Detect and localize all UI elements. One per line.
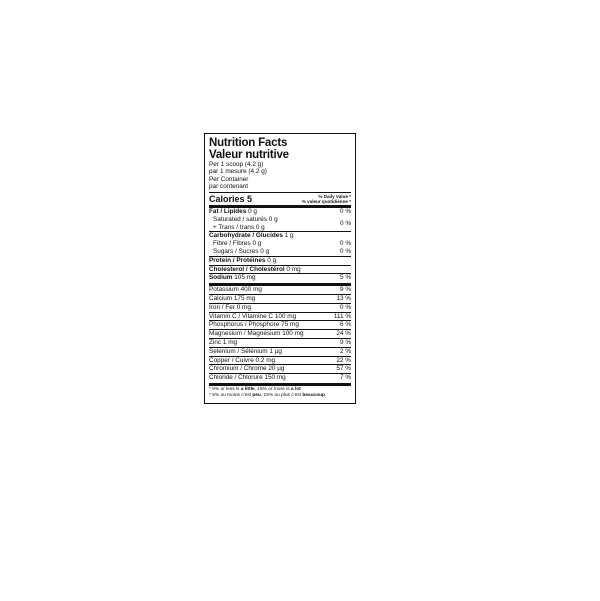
mineral-row (209, 365, 351, 373)
sugars-amount: 0 g (260, 248, 270, 256)
daily-value-french: % valeur quotidienne * (301, 198, 351, 204)
carbohydrate-row (209, 232, 351, 240)
mineral-dv: 111 % (333, 312, 351, 320)
mineral-label: Selenium / Sélénium (209, 347, 268, 355)
mineral-row (209, 304, 351, 312)
mineral-row (209, 330, 351, 338)
mineral-amount: 400 mg (240, 286, 262, 294)
saturated-trans-group (209, 216, 351, 232)
mineral-row (209, 374, 351, 382)
mineral-amount: 175 mg (233, 295, 256, 302)
fibre-dv: 0 % (339, 240, 351, 248)
mineral-label: Potassium (209, 286, 239, 294)
mineral-amount: 75 mg (281, 321, 299, 329)
carbohydrate-label: Carbohydrate / Glucides (209, 232, 283, 240)
mineral-dv: 2 % (339, 347, 351, 355)
mineral-dv: 7 % (339, 374, 351, 382)
mineral-dv: 6 % (339, 321, 351, 329)
fat-row (209, 208, 351, 216)
mineral-amount: 1 mg (222, 338, 238, 346)
mineral-dv: 22 % (336, 356, 351, 364)
saturated-label: Saturated / saturés (213, 215, 267, 223)
calories (209, 194, 252, 204)
daily-value-english: % Daily Value * (318, 193, 351, 199)
trans-label: + Trans / trans (213, 223, 255, 231)
mineral-label: Calcium (209, 295, 233, 302)
mineral-row (209, 348, 351, 356)
footnote-french: * 5% ou moins c'est peu, 15% ou plus c'est beaucoup (209, 392, 325, 398)
mineral-dv: 9 % (339, 338, 351, 346)
mineral-amount: 150 mg (264, 374, 286, 382)
mineral-amount: 1 µg (269, 347, 282, 355)
calories-value: 5 (247, 194, 253, 205)
mineral-amount: 20 µg (268, 365, 285, 373)
sugars-label: Sugars / Sucres (213, 248, 259, 256)
sugars-row (209, 248, 351, 256)
protein-amount: 0 g (267, 256, 277, 264)
protein-label: Protein / Protéines (209, 256, 266, 264)
mineral-amount: 100 mg (274, 312, 297, 320)
cholesterol-row (209, 266, 351, 274)
per-container-english: Per Container (209, 175, 249, 183)
cholesterol-amount: 0 mg (286, 265, 301, 273)
mineral-label: Zinc (209, 338, 222, 346)
minerals-list (209, 286, 351, 382)
fat-dv: 0 % (339, 208, 351, 216)
sodium-row (209, 274, 351, 282)
sodium-dv: 5 % (339, 274, 351, 282)
serving-size-english: Per 1 scoop (4.2 g) (209, 161, 264, 168)
mineral-row (209, 295, 351, 303)
cholesterol-label: Cholesterol / Cholestérol (209, 265, 285, 273)
mineral-dv: 24 % (336, 330, 351, 338)
fibre-label: Fibre / Fibres (213, 240, 251, 248)
fat-amount: 0 g (248, 208, 257, 216)
sodium-label: Sodium (209, 274, 233, 282)
serving-size-french: par 1 mesure (4.2 g) (209, 168, 267, 176)
mineral-amount: 0.2 mg (255, 356, 276, 364)
footnote (209, 386, 351, 399)
mineral-row (209, 286, 351, 294)
mineral-dv: 9 % (339, 286, 351, 294)
fat-label: Fat / Lipides (209, 208, 247, 216)
sugars-dv: 0 % (339, 248, 351, 256)
mineral-row (209, 339, 351, 347)
mineral-dv: 0 % (339, 303, 351, 311)
mineral-dv: 13 % (336, 295, 351, 302)
saturated-amount: 0 g (268, 215, 278, 223)
mineral-amount: 100 mg (282, 330, 304, 338)
footnote-english: * 5% or less is a little, 15% or more is a lot (209, 386, 301, 392)
mineral-label: Copper / Cuivre (209, 356, 254, 364)
saturated-row (209, 216, 278, 224)
fibre-amount: 0 g (252, 240, 262, 248)
mineral-label: Vitamin C / Vitamine C (209, 312, 274, 320)
mineral-label: Phosphorus / Phosphore (209, 321, 280, 329)
saturated-trans-dv: 0 % (339, 219, 351, 227)
title-french: Valeur nutritive (209, 149, 289, 161)
title-english: Nutrition Facts (209, 137, 288, 149)
mineral-label: Magnesium / Magnésium (209, 330, 281, 338)
mineral-row (209, 357, 351, 365)
divider (209, 192, 351, 193)
daily-value-header (302, 194, 351, 204)
protein-row (209, 257, 351, 265)
mineral-label: Chloride / Chlorure (209, 374, 263, 382)
fibre-row (209, 240, 351, 248)
mineral-dv: 57 % (336, 365, 351, 373)
calories-label: Calories (209, 194, 245, 205)
trans-amount: 0 g (255, 223, 265, 231)
mineral-amount: 0 mg (236, 303, 251, 311)
mineral-row (209, 313, 351, 321)
carbohydrate-amount: 1 g (284, 232, 294, 240)
trans-row (209, 224, 278, 232)
nutrition-facts-label (204, 133, 356, 404)
mineral-label: Iron / Fer (209, 303, 235, 311)
per-container-french: par contenant (209, 183, 249, 191)
mineral-row (209, 321, 351, 329)
mineral-label: Chromium / Chrome (209, 365, 267, 373)
sodium-amount: 105 mg (234, 274, 256, 282)
calories-row (209, 194, 351, 204)
